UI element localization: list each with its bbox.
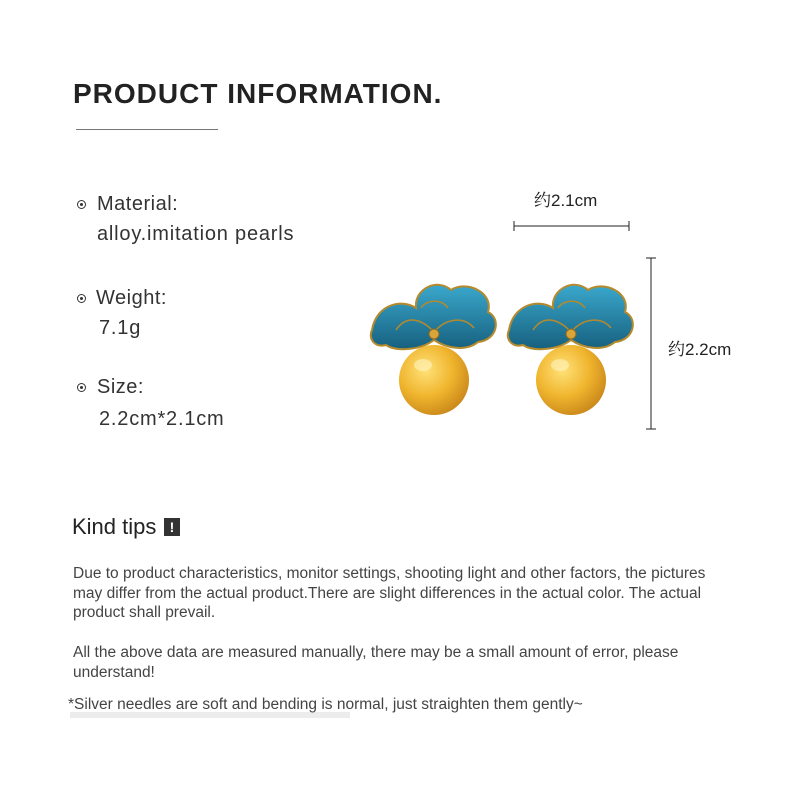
spec-weight-label: Weight: (96, 287, 167, 309)
exclamation-icon: ! (164, 518, 180, 536)
bullet-icon (77, 200, 86, 209)
spec-material-value: alloy.imitation pearls (97, 223, 295, 245)
height-label: 约2.2cm (668, 340, 732, 359)
spec-size-value: 2.2cm*2.1cm (99, 408, 225, 430)
title-underline (76, 129, 218, 130)
width-label: 约2.1cm (534, 191, 598, 210)
spec-material-label: Material: (97, 193, 179, 215)
earrings-illustration (366, 180, 766, 440)
product-image (366, 180, 766, 440)
spec-size-label: Size: (97, 376, 144, 398)
footnote: *Silver needles are soft and bending is normal, just straighten them gently~ (68, 696, 583, 713)
tips-heading: Kind tips (72, 514, 157, 539)
bullet-icon (77, 383, 86, 392)
spec-weight-value: 7.1g (99, 317, 142, 339)
tips-paragraph-1: Due to product characteristics, monitor settings, shooting light and other factors, the pictures may differ from the actual product.There are slight differences in the actual color. The actual product shall prevail. (73, 565, 706, 621)
height-dimension-line (646, 258, 656, 429)
bullet-icon (77, 294, 86, 303)
left-earring (371, 285, 496, 415)
page-title: PRODUCT INFORMATION. (73, 78, 443, 109)
right-earring (508, 285, 633, 415)
width-dimension-line (514, 221, 629, 231)
tips-paragraph-2: All the above data are measured manually, there may be a small amount of error, please understand! (73, 644, 679, 681)
